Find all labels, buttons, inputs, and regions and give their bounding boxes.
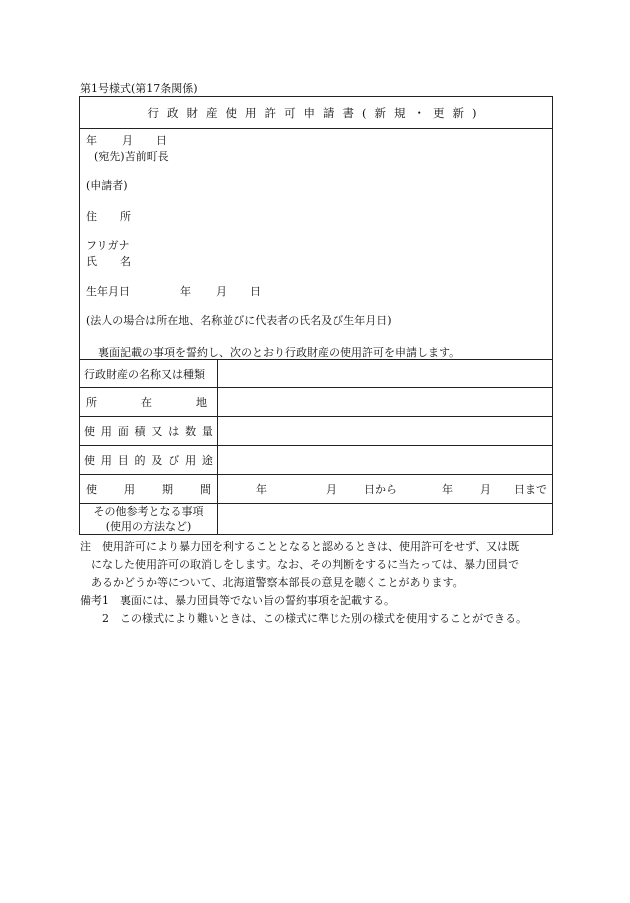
period-to-day: 日まで xyxy=(514,483,547,496)
remark-2: 2 この様式により難いときは、この様式に準じた別の様式を使用することができる。 xyxy=(80,612,527,625)
table-row xyxy=(80,417,552,446)
name-label-a: 氏 xyxy=(86,255,97,268)
applicant-section xyxy=(80,129,552,359)
table-row xyxy=(80,360,552,388)
table-row xyxy=(80,446,552,475)
period-value xyxy=(218,475,553,504)
form-number: 第1号様式(第17条関係) xyxy=(80,82,198,95)
other-notes-label: その他参考となる事項 (使用の方法など) xyxy=(80,504,218,535)
table-row xyxy=(80,504,552,535)
period-from-year: 年 xyxy=(256,483,267,496)
birth-label: 生年月日 xyxy=(86,285,130,298)
note-line: になした使用許可の取消しをします。なお、その判断をするに当たっては、暴力団員で xyxy=(80,558,520,571)
area-label: 使 用 面 積 又 は 数 量 xyxy=(80,417,218,446)
furigana-label: フリガナ xyxy=(86,239,130,252)
birth-month: 月 xyxy=(216,285,227,298)
application-form xyxy=(79,96,553,535)
table-row xyxy=(80,388,552,417)
name-label-b: 名 xyxy=(120,255,131,268)
period-to-month: 月 xyxy=(480,483,491,496)
period-from-day: 日から xyxy=(364,483,397,496)
purpose-label: 使 用 目 的 及 び 用 途 xyxy=(80,446,218,475)
note-line: あるかどうか等について、北海道警察本部長の意見を聴くことがあります。 xyxy=(80,576,464,589)
notes-section xyxy=(80,538,555,628)
table-row xyxy=(80,475,552,504)
birth-day: 日 xyxy=(250,285,261,298)
date-day: 日 xyxy=(156,134,167,147)
detail-table xyxy=(80,359,552,534)
date-year: 年 xyxy=(86,134,97,147)
birth-year: 年 xyxy=(180,285,191,298)
property-name-value xyxy=(218,360,553,388)
remark-1: 備考1 裏面には、暴力団員等でない旨の誓約事項を記載する。 xyxy=(80,594,395,607)
period-from-month: 月 xyxy=(326,483,337,496)
date-month: 月 xyxy=(122,134,133,147)
address-label-b: 所 xyxy=(120,210,131,223)
address-label-a: 住 xyxy=(86,210,97,223)
corporate-note: (法人の場合は所在地、名称並びに代表者の氏名及び生年月日) xyxy=(86,314,392,327)
other-notes-value xyxy=(218,504,553,535)
addressee: (宛先)苫前町長 xyxy=(94,150,169,163)
location-label: 所 在 地 xyxy=(80,388,218,417)
purpose-value xyxy=(218,446,553,475)
pledge-text: 裏面記載の事項を誓約し、次のとおり行政財産の使用許可を申請します。 xyxy=(98,346,461,359)
period-to-year: 年 xyxy=(442,483,453,496)
form-title: 行政財産使用許可申請書(新規・更新) xyxy=(80,97,552,129)
note-line: 注 使用許可により暴力団を利することとなると認めるときは、使用許可をせず、又は既 xyxy=(80,540,520,553)
area-value xyxy=(218,417,553,446)
property-name-label: 行政財産の名称又は種類 xyxy=(80,360,218,388)
applicant-label: (申請者) xyxy=(86,179,128,192)
period-label: 使 用 期 間 xyxy=(80,475,218,504)
location-value xyxy=(218,388,553,417)
